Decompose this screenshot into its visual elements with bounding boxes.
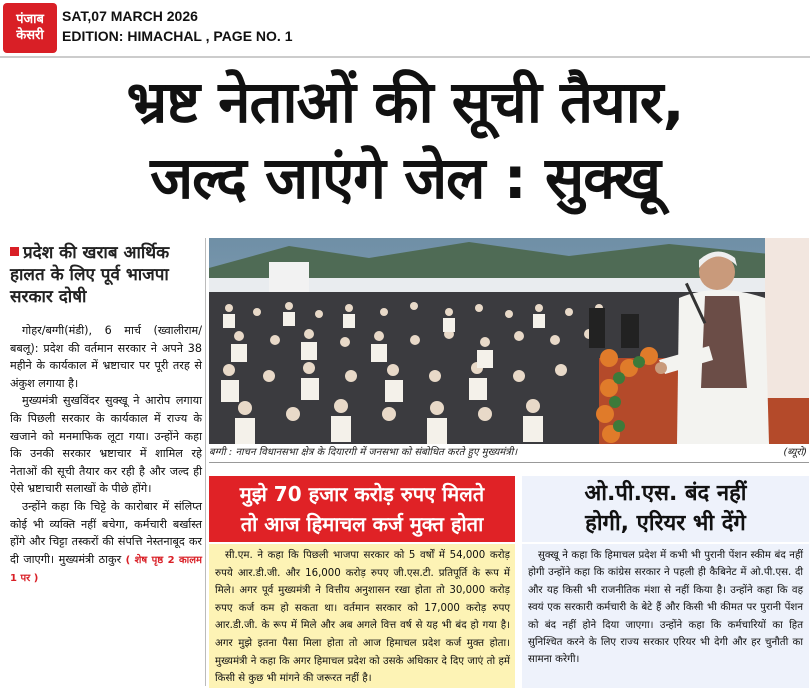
subheadline (10, 242, 200, 308)
photo-caption (209, 446, 807, 460)
story-left-heading-line2: तो आज हिमाचल कर्ज मुक्त होता (240, 512, 484, 536)
article-paragraph: मुख्यमंत्री सुखविंदर सुक्खू ने आरोप लगाया कि पिछली सरकार के कार्यकाल में राज्य के खजाने को मनमाफिक लूटा गया। उन्होंने कहा कि उनकी सरकार भ्रष्टाचार में शामिल रहे नेताओं की सूची तैयार कर रही है और जल्द ही ऐसे भ्रष्टाचारी सलाखों के पीछे होंगे। (10, 394, 202, 496)
caption-text: बग्गी : नाचन विधानसभा क्षेत्र के दियारगी में जनसभा को संबोधित करते हुए मुख्यमंत्री। (209, 447, 518, 458)
article-paragraph (10, 498, 202, 588)
photo-credit: (ब्यूरो) (783, 447, 807, 458)
story-right-heading-line1: ओ.पी.एस. बंद नहीं (584, 481, 747, 506)
story-right-heading (522, 476, 809, 542)
caption-rule (209, 462, 809, 463)
logo-line1: पंजाब (16, 12, 44, 27)
left-article-column (10, 322, 202, 588)
rally-photo-illustration (209, 238, 809, 444)
headline-line2: जल्द जाएंगे जेल : सुक्खू (150, 144, 660, 212)
article-paragraph-text: उन्होंने कहा कि चिट्टे के कारोबार में संलिप्त कोई भी व्यक्ति नहीं बचेगा, कर्मचारी बर्खास्त होंगे और चिट्टा तस्करों की संपत्ति नेस्तनाबूद कर दी जाएगी। मुख्यमंत्री ठाकुर (10, 499, 202, 566)
story-right-paragraph: सुक्खू ने कहा कि हिमाचल प्रदेश में कभी भी पुरानी पेंशन स्कीम बंद नहीं होगी उन्होंने कहा कि कांग्रेस सरकार ने पहली ही कैबिनेट में ओ.पी.एस. दी और यह किसी भी राजनीतिक मंशा से नहीं किया है। उन्होंने कहा कि वह स्वयं एक सरकारी कर्मचारी के बेटे हैं और किसी भी कीमत पर पुरानी पेंशन को बंद नहीं होने दिया जाएगा। उन्होंने कहा कि कर्मचारियों का हित सुनिश्चित करने के लिए राज्य सरकार एरियर भी देगी और हर चुनौती का सामना करेगी। (528, 550, 803, 666)
main-headline (0, 64, 810, 216)
column-divider (205, 238, 206, 686)
header-divider (0, 56, 810, 58)
headline-line1: भ्रष्ट नेताओं की सूची तैयार, (126, 68, 684, 136)
article-paragraph: गोहर/बग्गी(मंडी), 6 मार्च (ख्वालीराम/बबलू): प्रदेश की वर्तमान सरकार ने अपने 38 महीने के कार्यकाल में भ्रष्टाचार पर पूरी तरह से अंकुश लगाया है। (10, 324, 202, 390)
story-left-heading-line1: मुझे 70 हजार करोड़ रुपए मिलते (239, 482, 485, 506)
story-left-paragraph: सी.एम. ने कहा कि पिछली भाजपा सरकार को 5 वर्षों में 54,000 करोड़ रुपये आर.डी.जी. और 16,000 करोड़ रुपए जी.एस.टी. प्रतिपूर्ति के रूप में मिले। अगर पूर्व मुख्यमंत्री ने वित्तीय अनुशासन रखा होता तो 30,000 करोड़ रुपए कर्ज कम हो सकता था। वर्तमान सरकार को 17,000 करोड़ रुपए आर.डी.जी. के रूप में मिले और अब अगले वित्त वर्ष से यह भी बंद हो गया है। अगर मुझे इतना पैसा मिला होता तो आज हिमाचल प्रदेश कर्ज मुक्त होता। मुख्यमंत्री ने कहा कि अगर हिमाचल प्रदेश को उसके अधिकार दे दिए जाएं तो हमें किसी से कुछ भी मांगने की जरूरत नहीं है। (215, 550, 510, 685)
story-left-heading (209, 476, 515, 542)
subheadline-text: प्रदेश की खराब आर्थिक हालत के लिए पूर्व भाजपा सरकार दोषी (10, 243, 170, 307)
continued-link[interactable]: ( शेष पृष्ठ 2 कालम 1 पर ) (10, 554, 202, 585)
story-right-body (522, 544, 809, 688)
story-right-heading-line2: होगी, एरियर भी देंगे (585, 511, 746, 536)
edition-info (62, 6, 293, 46)
rally-photo (209, 238, 809, 444)
story-left-body (209, 544, 515, 688)
edition-date: SAT,07 MARCH 2026 (62, 8, 198, 24)
edition-line: EDITION: HIMACHAL , PAGE NO. 1 (62, 28, 293, 44)
punjab-kesari-logo[interactable] (3, 3, 57, 53)
logo-line2: केसरी (16, 28, 44, 43)
bullet-icon (10, 247, 19, 256)
